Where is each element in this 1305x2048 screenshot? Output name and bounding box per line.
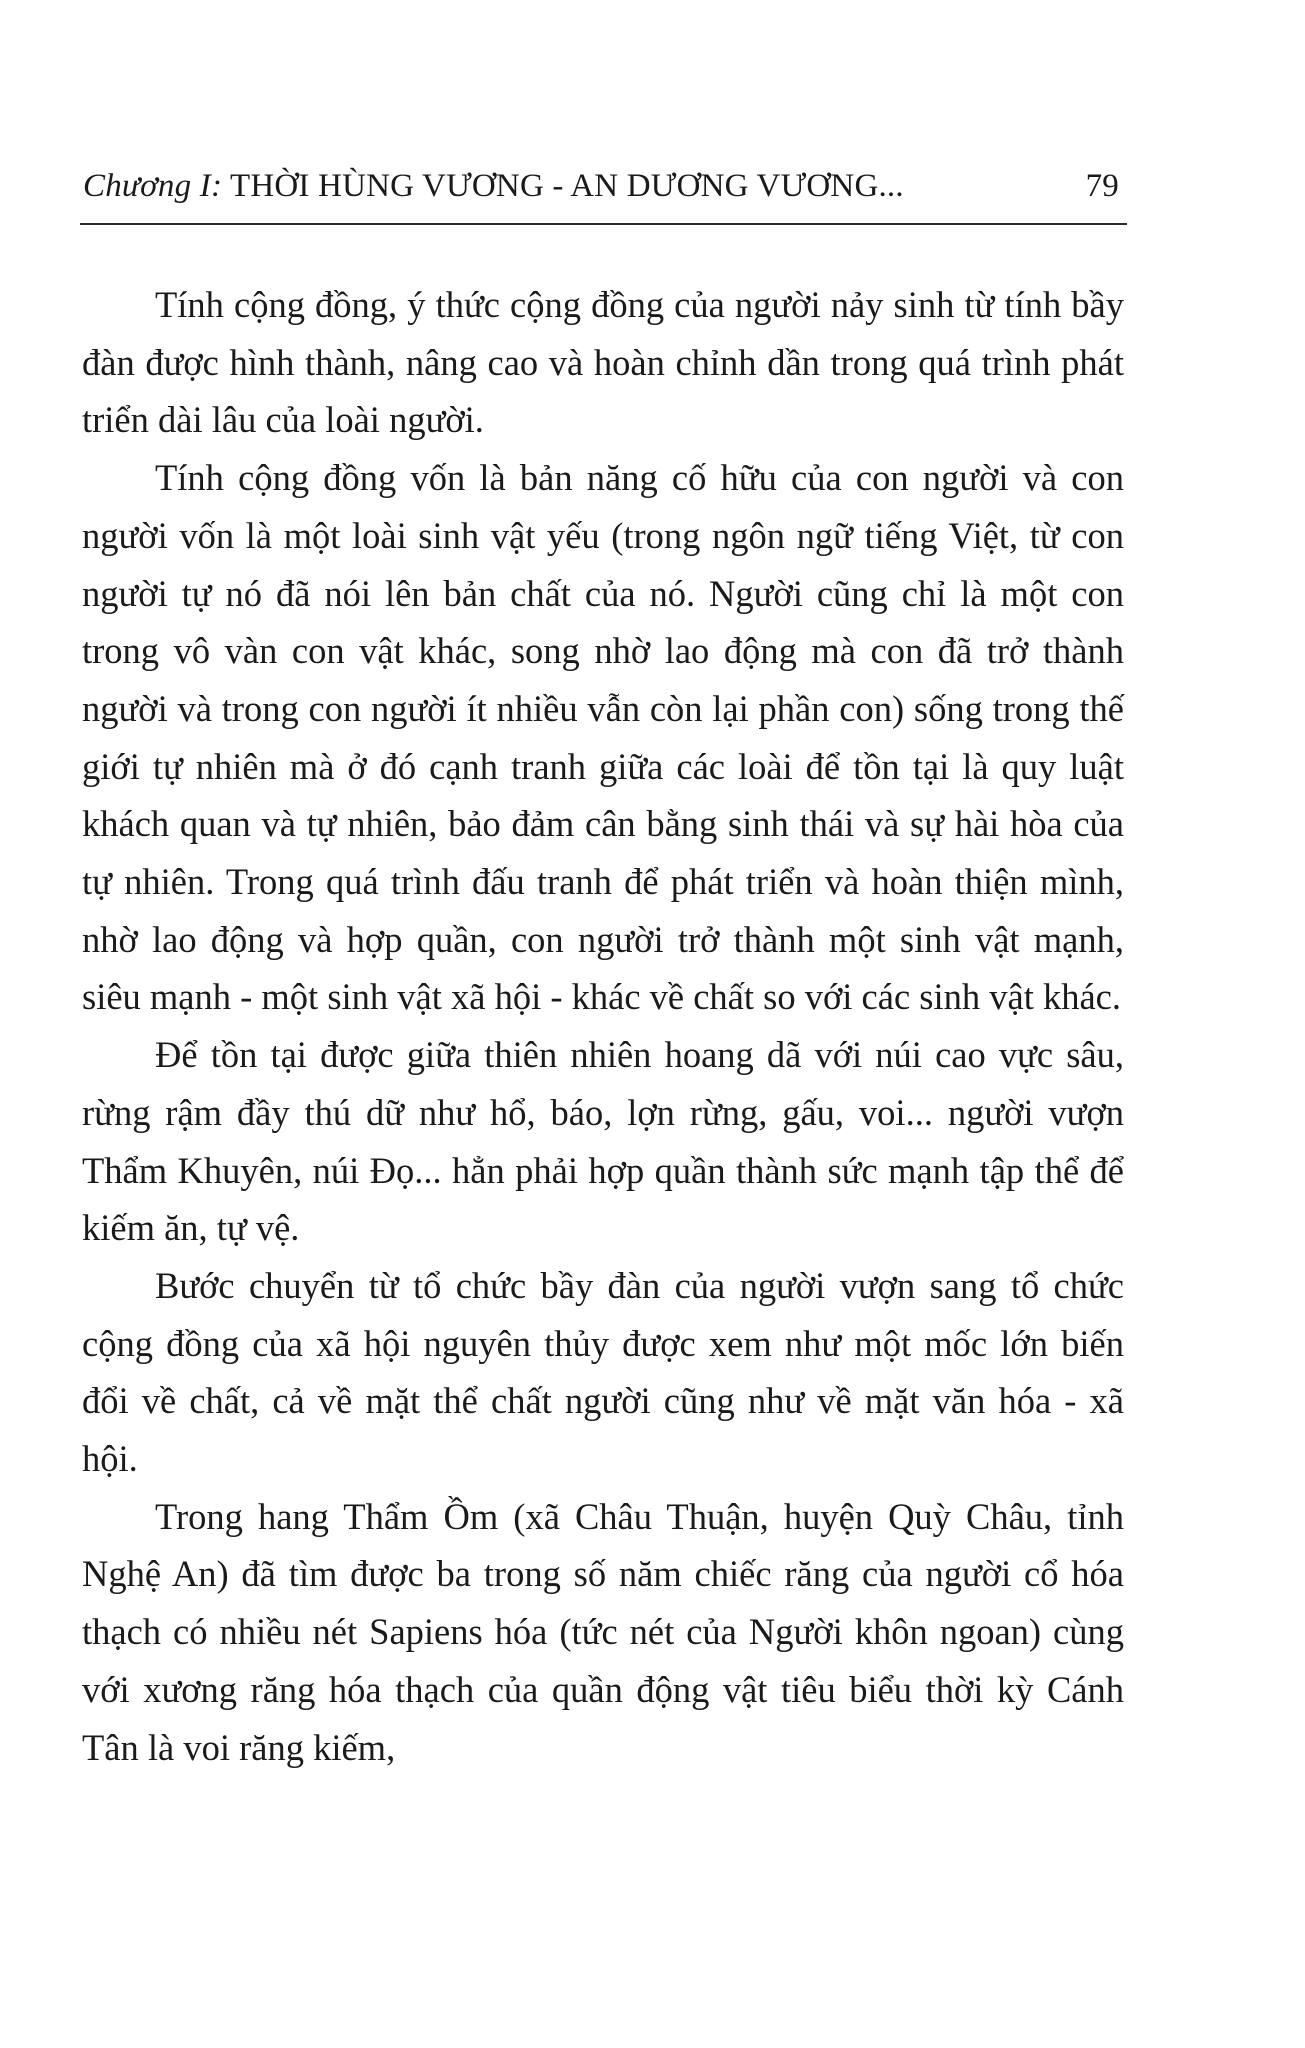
paragraph-3: Để tồn tại được giữa thiên nhiên hoang dã với núi cao vực sâu, rừng rậm đầy thú dữ như hổ, báo, lợn rừng, gấu, voi... người vượn Thẩm Khuyên, núi Đọ... hẳn phải hợp quần thành sức mạnh tập thể để kiếm ăn, tự vệ. [82,1034,1124,1249]
body-text [82,276,1124,1776]
running-header [83,168,1123,218]
paragraph-1: Tính cộng đồng, ý thức cộng đồng của người nảy sinh từ tính bầy đàn được hình thành, nâng cao và hoàn chỉnh dần trong quá trình phát triển dài lâu của loài người. [82,284,1124,441]
chapter-label: Chương I: [83,168,223,204]
page-number: 79 [1085,168,1119,204]
paragraph-2: Tính cộng đồng vốn là bản năng cố hữu của con người và con người vốn là một loài sinh vật yếu (trong ngôn ngữ tiếng Việt, từ con người tự nó đã nói lên bản chất của nó. Người cũng chỉ là một con trong vô vàn con vật khác, song nhờ lao động mà con đã trở thành người và trong con người ít nhiều vẫn còn lại phần con) sống trong thế giới tự nhiên mà ở đó cạnh tranh giữa các loài để tồn tại là quy luật khách quan và tự nhiên, bảo đảm cân bằng sinh thái và sự hài hòa của tự nhiên. Trong quá trình đấu tranh để phát triển và hoàn thiện mình, nhờ lao động và hợp quần, con người trở thành một sinh vật mạnh, siêu mạnh - một sinh vật xã hội - khác về chất so với các sinh vật khác. [82,457,1124,1018]
paragraph-5: Trong hang Thẩm Ồm (xã Châu Thuận, huyện Quỳ Châu, tỉnh Nghệ An) đã tìm được ba trong số năm chiếc răng của người cổ hóa thạch có nhiều nét Sapiens hóa (tức nét của Người khôn ngoan) cùng với xương răng hóa thạch của quần động vật tiêu biểu thời kỳ Cánh Tân là voi răng kiếm, [82,1495,1124,1768]
paragraph-4: Bước chuyển từ tổ chức bầy đàn của người vượn sang tổ chức cộng đồng của xã hội nguyên thủy được xem như một mốc lớn biến đổi về chất, cả về mặt thể chất người cũng như về mặt văn hóa - xã hội. [82,1264,1124,1480]
header-rule [80,223,1127,225]
chapter-title: THỜI HÙNG VƯƠNG - AN DƯƠNG VƯƠNG... [222,168,904,204]
